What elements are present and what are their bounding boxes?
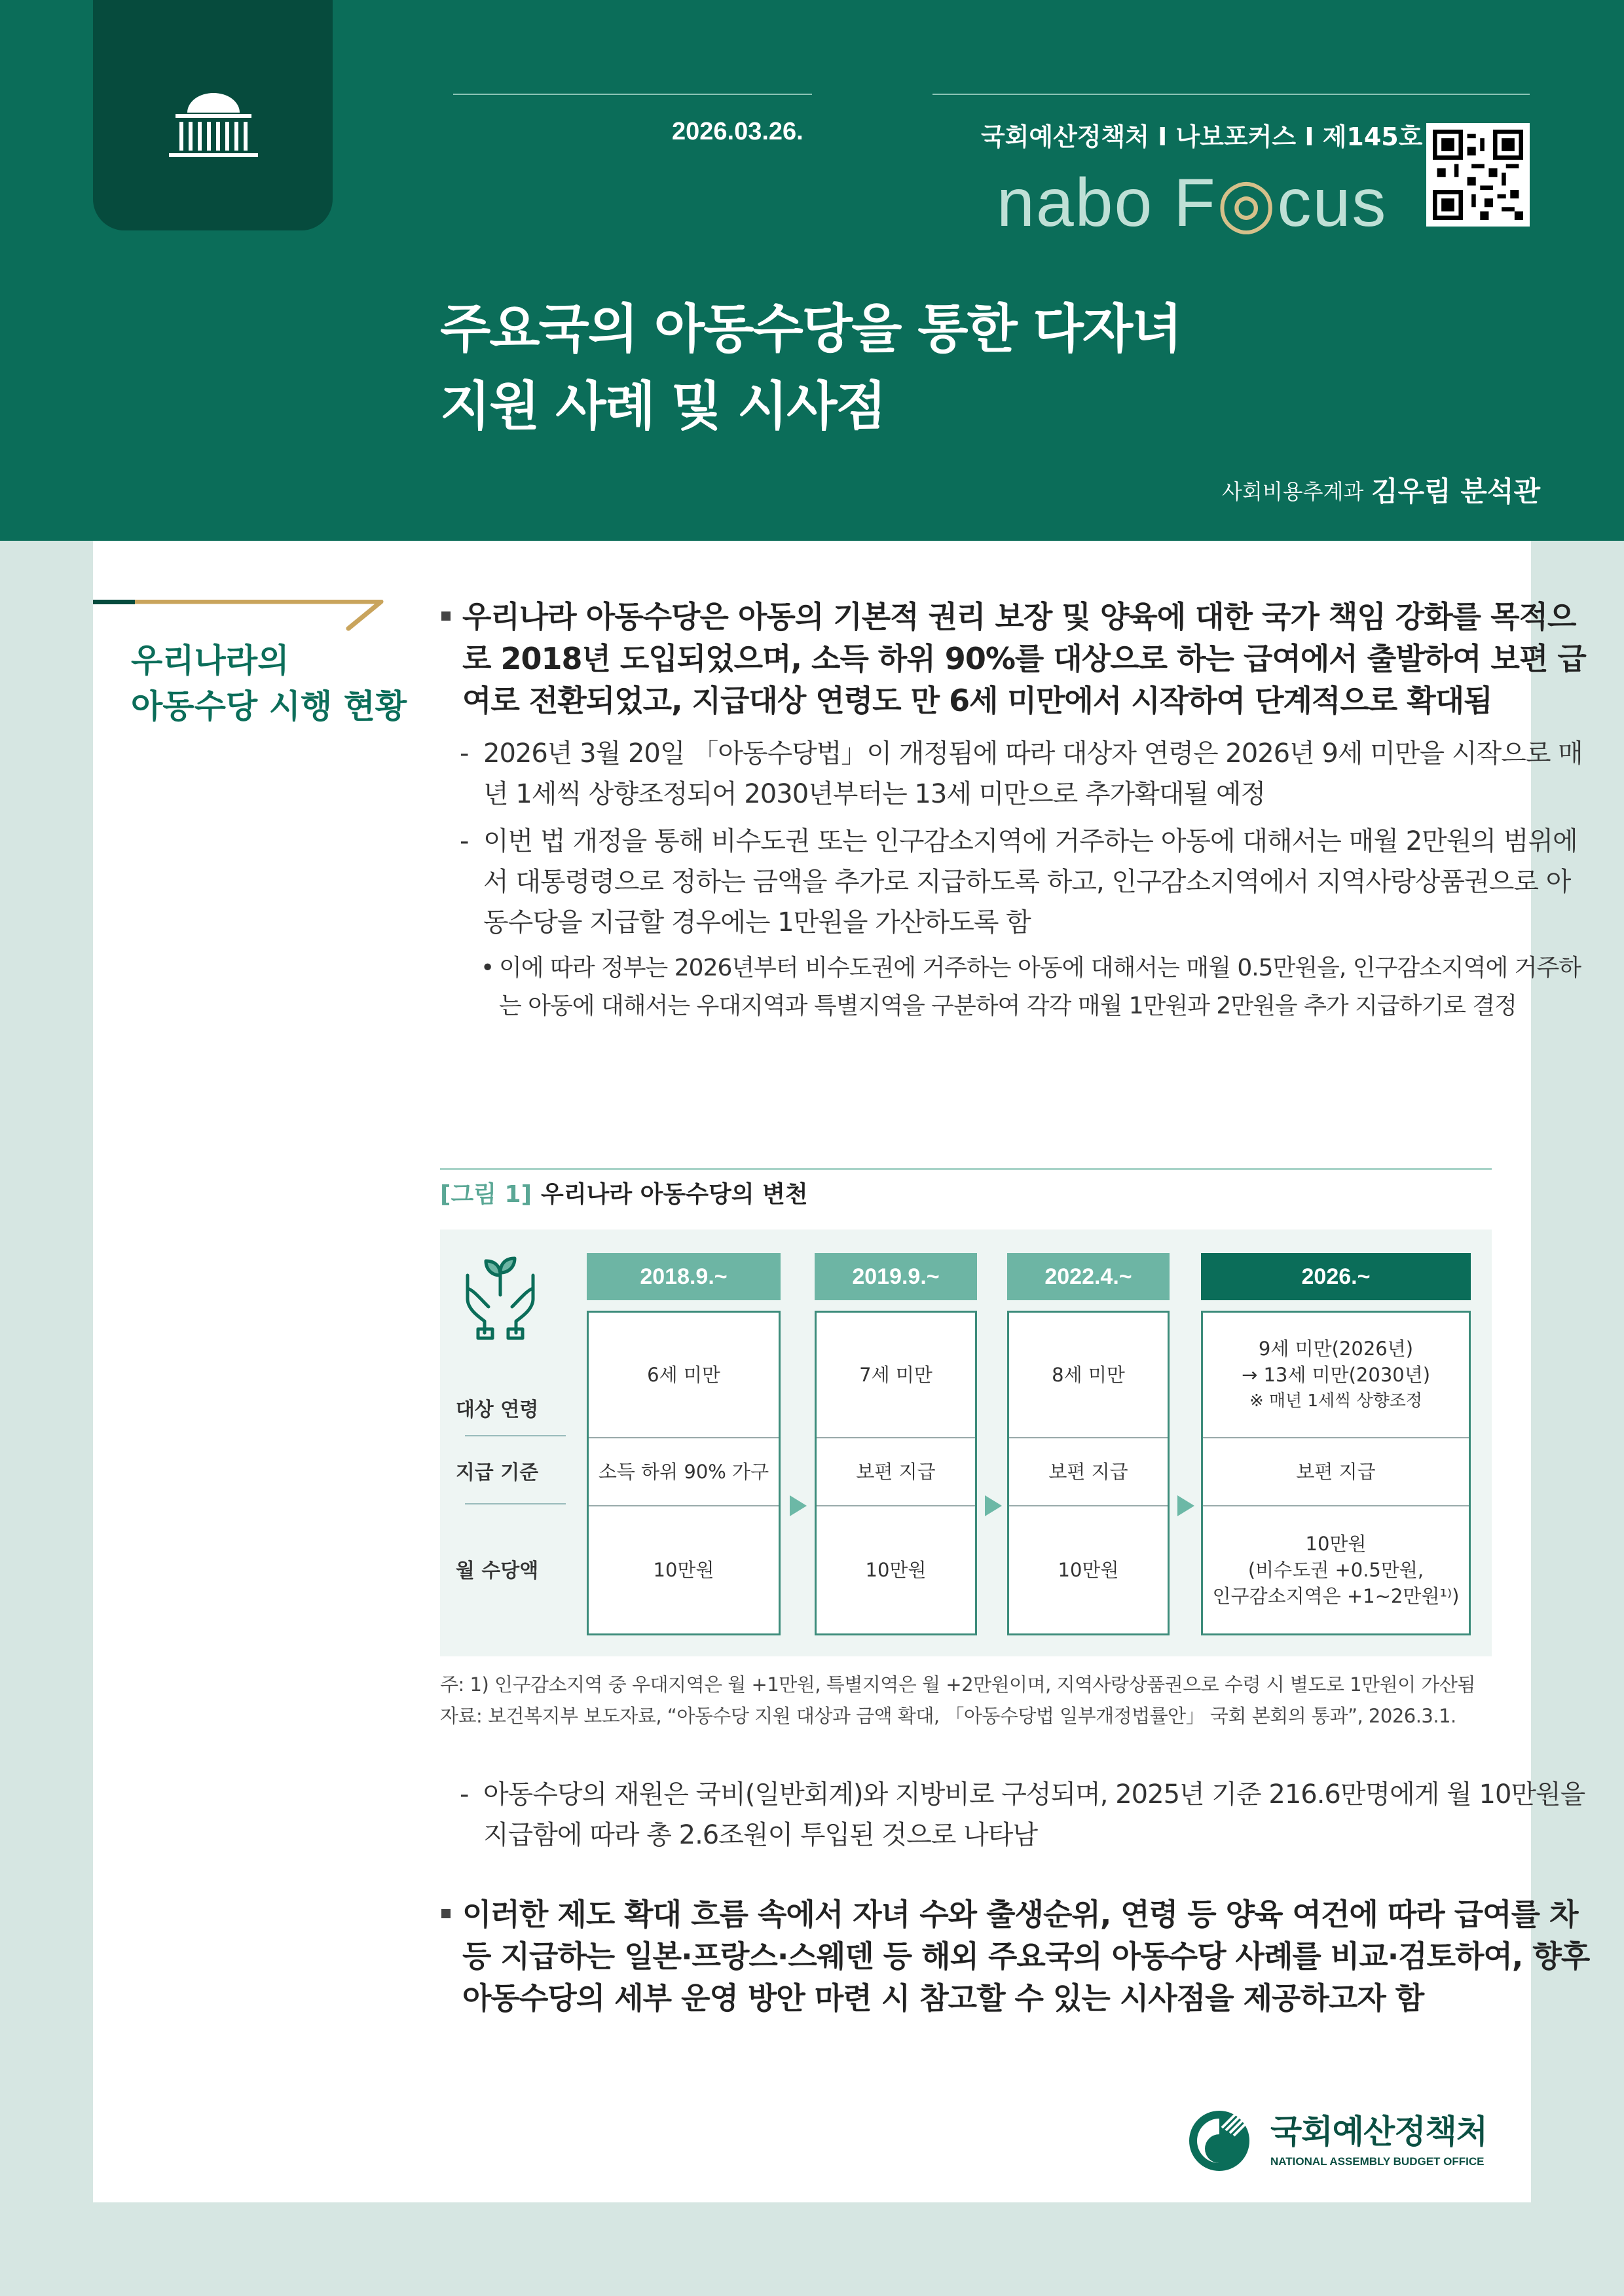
dash-marker: -: [460, 1779, 469, 1810]
section-body: [440, 596, 1590, 1025]
qr-code[interactable]: [1426, 123, 1530, 227]
amount-cell: 10만원: [1058, 1559, 1119, 1581]
issue-date: 2026.03.26.: [672, 118, 803, 145]
figure-caption: [440, 1176, 808, 1209]
title-line-2: 지원 사례 및 시사점: [440, 376, 885, 437]
age-line-1: 9세 미만(2026년): [1258, 1338, 1414, 1360]
figure-child-allowance-timeline: [440, 1230, 1492, 1656]
bullet-marker: •: [481, 955, 494, 981]
assembly-logo-tab: [93, 0, 333, 230]
dash-marker: -: [460, 738, 469, 769]
arrow-right-icon: [985, 1495, 1002, 1516]
author-department: 사회비용추계과: [1222, 479, 1364, 504]
figure-rule: [440, 1168, 1492, 1170]
period-header-2026: 2026.~: [1201, 1253, 1471, 1300]
content-sheet: [93, 541, 1590, 2202]
age-cell: 6세 미만: [647, 1364, 720, 1386]
header-rule-left: [453, 94, 812, 95]
amount-cell: [1203, 1506, 1469, 1633]
arrow-right-icon: [790, 1495, 807, 1516]
nabo-focus-logo: nabo F◎cus: [997, 165, 1388, 241]
row-label-basis: 지급 기준: [455, 1461, 539, 1484]
report-title: [440, 291, 1181, 445]
sub-point-text: 이번 법 개정을 통해 비수도권 또는 인구감소지역에 거주하는 아동에 대해서는 매월 2만원의 범위에서 대통령령으로 정하는 금액을 추가로 지급하도록 하고, 인구감소지역에서 지역사랑상품권으로 아동수당을 지급할 경우에는 1만원을 가산하도록 함: [483, 826, 1578, 938]
figure-title: 우리나라 아동수당의 변천: [541, 1181, 808, 1208]
org-name-korean: 국회예산정책처: [1270, 2113, 1488, 2151]
amount-cell: 10만원: [865, 1559, 927, 1581]
bullet-point-1: [440, 949, 1590, 1025]
row-label-age: 대상 연령: [455, 1398, 539, 1421]
author-name: 김우림 분석관: [1371, 475, 1541, 507]
sub-point-2: [440, 821, 1590, 943]
section-body-2: [440, 1774, 1590, 2019]
series-info: 국회예산정책처 I 나보포커스 I 제145호: [981, 122, 1423, 151]
period-column-2022: [1007, 1311, 1170, 1635]
section-accent-line: [93, 600, 385, 632]
amount-line-1: 10만원: [1305, 1533, 1367, 1555]
sub-point-1: [440, 733, 1590, 814]
basis-cell: 보편 지급: [1048, 1461, 1128, 1483]
basis-cell: 소득 하위 90% 가구: [598, 1461, 769, 1483]
row-separator: [465, 1435, 566, 1436]
title-line-1: 주요국의 아동수당을 통한 다자녀: [440, 299, 1181, 359]
sub-point-text: 2026년 3월 20일 「아동수당법」이 개정됨에 따라 대상자 연령은 2026년 9세 미만을 시작으로 매년 1세씩 상향조정되어 2030년부터는 13세 미만으로 추가확대될 예정: [483, 738, 1583, 809]
figure-number: [그림 1]: [440, 1181, 532, 1208]
row-label-amount: 월 수당액: [455, 1559, 539, 1582]
period-header-2018: 2018.9.~: [587, 1253, 781, 1300]
section-title: [131, 638, 471, 729]
period-column-2019: [815, 1311, 977, 1635]
basis-cell: 보편 지급: [1296, 1461, 1376, 1483]
sub-point-3: [440, 1774, 1590, 1855]
figure-source: 자료: 보건복지부 보도자료, “아동수당 지원 대상과 금액 확대, 「아동수당법 일부개정법률안」 국회 본회의 통과”, 2026.3.1.: [440, 1705, 1456, 1727]
age-cell: [1203, 1313, 1469, 1437]
section-title-line-2: 아동수당 시행 현황: [131, 687, 407, 725]
row-separator: [465, 1503, 566, 1504]
qr-code-icon: [1433, 130, 1523, 220]
section-title-line-1: 우리나라의: [131, 642, 289, 680]
main-point-2: 이러한 제도 확대 흐름 속에서 자녀 수와 출생순위, 연령 등 양육 여건에 따라 급여를 차등 지급하는 일본·프랑스·스웨덴 등 해외 주요국의 아동수당 사례를 비교·검토하여, 향후 아동수당의 세부 운영 방안 마련 시 참고할 수 있는 시사점을 제공하고자 함: [440, 1893, 1590, 2019]
arrow-right-icon: [1177, 1495, 1194, 1516]
national-assembly-icon: [149, 92, 278, 170]
amount-line-2: (비수도권 +0.5만원,: [1247, 1559, 1424, 1581]
sub-point-text: 아동수당의 재원은 국비(일반회계)와 지방비로 구성되며, 2025년 기준 216.6만명에게 월 10만원을 지급함에 따라 총 2.6조원이 투입된 것으로 나타남: [483, 1779, 1585, 1850]
age-cell: 7세 미만: [859, 1364, 932, 1386]
amount-line-3: 인구감소지역은 +1~2만원¹⁾): [1212, 1585, 1460, 1607]
main-point-1: 우리나라 아동수당은 아동의 기본적 권리 보장 및 양육에 대한 국가 책임 강화를 목적으로 2018년 도입되었으며, 소득 하위 90%를 대상으로 하는 급여에서 출발하여 보편 급여로 전환되었고, 지급대상 연령도 만 6세 미만에서 시작하여 단계적으로 확대됨: [440, 596, 1590, 721]
age-line-3: ※ 매년 1세씩 상향조정: [1249, 1391, 1423, 1411]
basis-cell: 보편 지급: [856, 1461, 936, 1483]
header-rule-right: [932, 94, 1530, 95]
period-header-2022: 2022.4.~: [1007, 1253, 1170, 1300]
org-name-english: NATIONAL ASSEMBLY BUDGET OFFICE: [1270, 2155, 1485, 2168]
dash-marker: -: [460, 826, 469, 856]
period-column-2026: [1201, 1311, 1471, 1635]
seedling-hands-icon: [460, 1249, 541, 1341]
figure-note: 주: 1) 인구감소지역 중 우대지역은 월 +1만원, 특별지역은 월 +2만원이며, 지역사랑상품권으로 수령 시 별도로 1만원이 가산됨: [440, 1673, 1475, 1696]
period-column-2018: [587, 1311, 781, 1635]
nabo-emblem-icon: [1185, 2100, 1259, 2174]
period-header-2019: 2019.9.~: [815, 1253, 977, 1300]
amount-cell: 10만원: [653, 1559, 714, 1581]
age-cell: 8세 미만: [1052, 1364, 1125, 1386]
bullet-text: 이에 따라 정부는 2026년부터 비수도권에 거주하는 아동에 대해서는 매월 0.5만원을, 인구감소지역에 거주하는 아동에 대해서는 우대지역과 특별지역을 구분하여 각각 매월 1만원과 2만원을 추가 지급하기로 결정: [499, 955, 1581, 1019]
age-line-2: → 13세 미만(2030년): [1241, 1364, 1431, 1386]
report-header: [0, 0, 1624, 541]
nabo-footer-logo: [1185, 2100, 1487, 2174]
